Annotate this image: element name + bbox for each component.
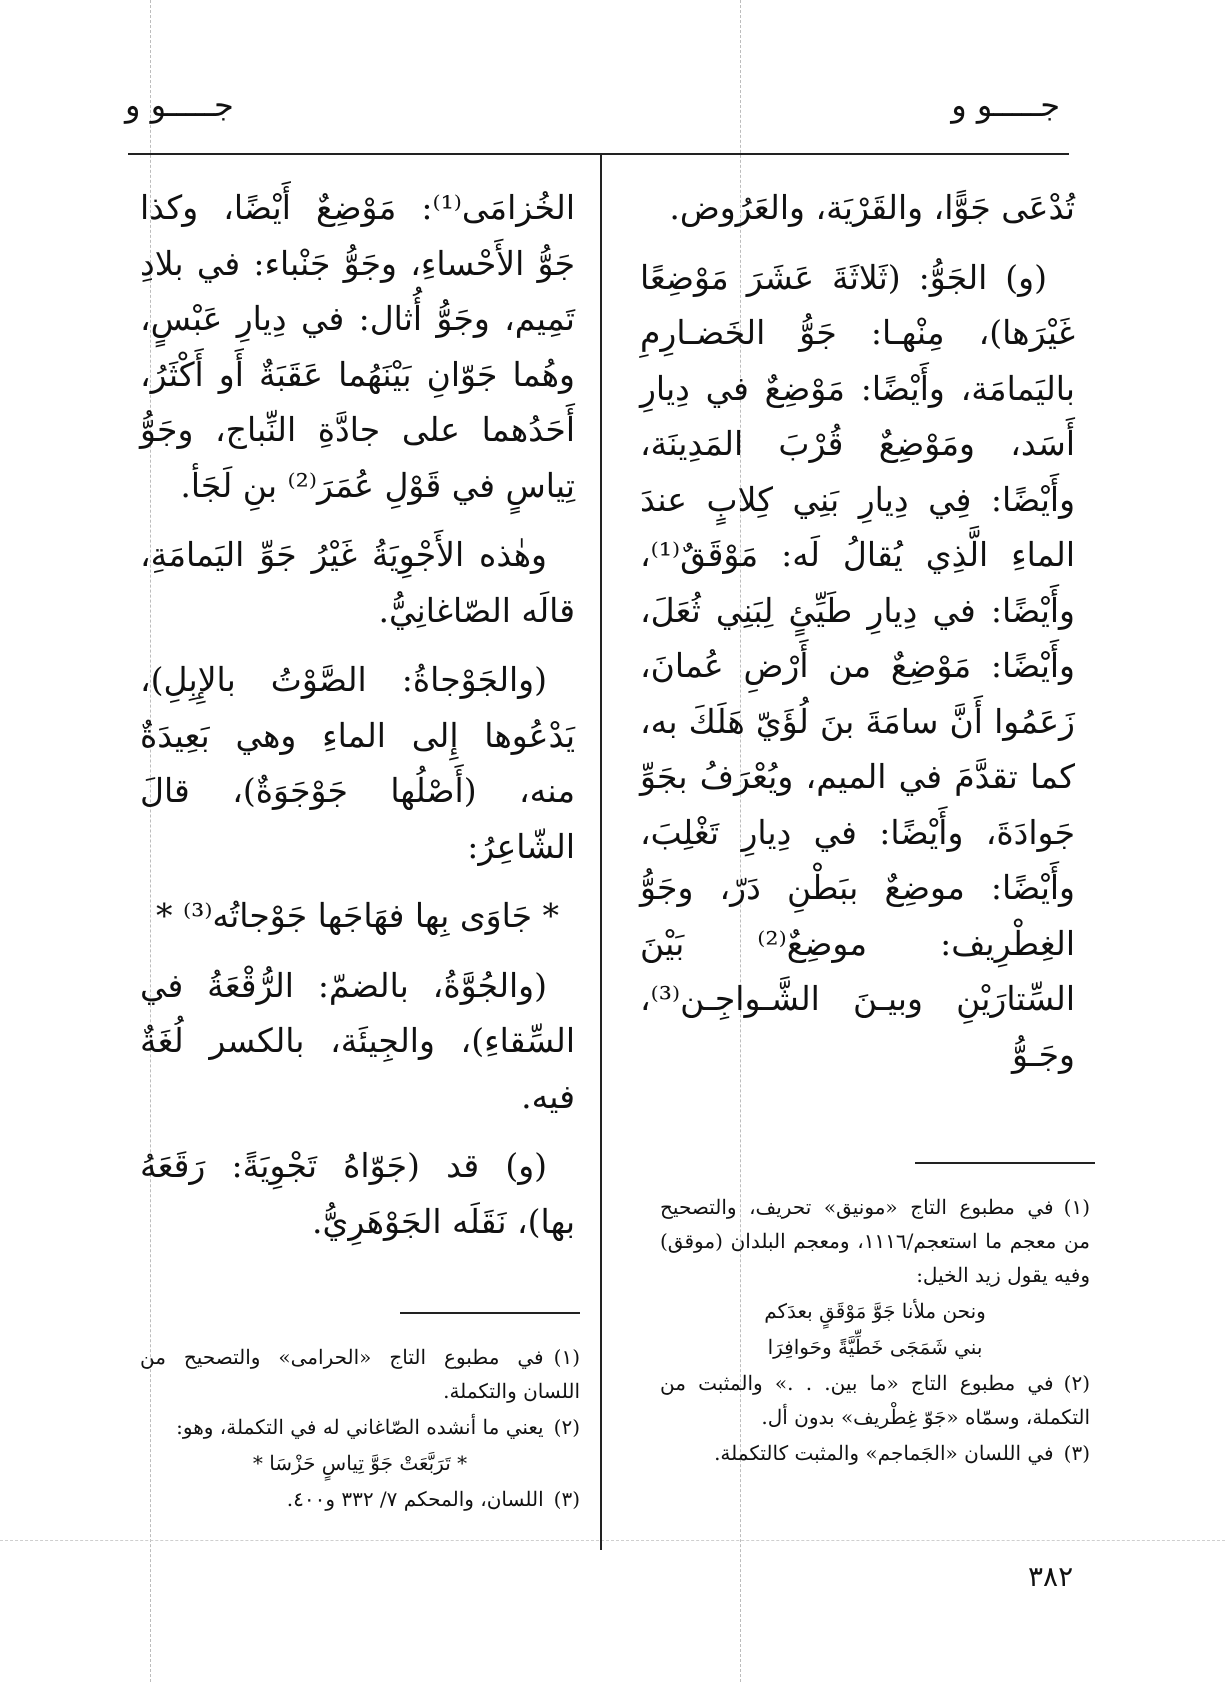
footnote-number: (٢) [553, 1415, 580, 1439]
footnote-number: (٣) [553, 1487, 580, 1511]
footnote-item [660, 1190, 1090, 1292]
footnote-item [660, 1366, 1090, 1434]
footnote-number: (١) [553, 1345, 580, 1369]
header-rule [128, 153, 1069, 155]
footnote-verse: ونحن ملأنا جَوَّ مَوْقَقٍ بعدَكم [764, 1299, 986, 1323]
right-column [640, 180, 1075, 1096]
verse-line: * جَاوَى بِها فهَاجَها جَوْجاتُه⁽³⁾ * [155, 896, 560, 935]
footnote-item [140, 1340, 580, 1408]
footnote-text: في مطبوع التاج «الحرامى» والتصحيح من اللسان والتكملة. [140, 1345, 580, 1403]
footnote-verse: * تَرَبَّعَتْ جَوَّ تِياسٍ حَزْسَا * [252, 1451, 468, 1475]
footnote-rule-right [915, 1162, 1095, 1164]
right-footnotes [660, 1190, 1090, 1472]
right-paragraph: (و) الجَوُّ: (ثَلاثَةَ عَشَرَ مَوْضِعًا غَيْرَها)، مِنْهـا: جَوُّ الخَضـارِمِ باليَمامَة، وأَيْضًا: مَوْضِعٌ في دِيارِ أَسَد، ومَوْضِعٌ قُرْبَ المَدِينَة، وأَيْضًا: فِي دِيارِ بَنِي كِلابٍ عندَ الماءِ الَّذِي يُقالُ لَه: مَوْقَقٌ⁽¹⁾، وأَيْضًا: في دِيارِ طَيِّئٍ لِبَنِي ثُعَلَ، وأَيْضًا: مَوْضِعٌ من أَرْضِ عُمانَ، زَعَمُوا أَنَّ سامَةَ بنَ لُؤَيّ هَلَكَ به، كما تقدَّمَ في الميم، ويُعْرَفُ بجَوِّ جَوادَةَ، وأَيْضًا: في دِيارِ تَغْلِبَ، وأَيْضًا: موضِعٌ ببَطْنِ دَرّ، وجَوُّ الغِطْرِيف: موضِعٌ⁽²⁾ بَيْنَ السِّتارَيْنِ وبيـنَ الشَّـواجِـن⁽³⁾، وجَـوُّ [640, 257, 1075, 1074]
footnote-number: (٢) [1063, 1371, 1090, 1395]
left-paragraph: (والجُوَّةُ، بالضمّ: الرُّقْعَةُ في السِّقاءِ)، والجِيئَة، بالكسر لُغَةٌ فيه. [140, 965, 575, 1116]
footnote-number: (١) [1063, 1195, 1090, 1219]
footnote-item [140, 1410, 580, 1444]
scan-guide-line [0, 1540, 1225, 1541]
left-paragraph: (والجَوْجاةُ: الصَّوْتُ بالإِبِلِ)، يَدْعُوها إِلى الماءِ وهي بَعِيدَةٌ منه، (أَصْلُها جَوْجَوَةٌ)، قالَ الشّاعِرُ: [140, 660, 575, 866]
footnote-text: يعني ما أنشده الصّاغاني له في التكملة، وهو: [176, 1415, 544, 1439]
footnote-rule-left [400, 1312, 580, 1314]
header-root-left: جـــــو و [125, 86, 234, 124]
footnote-text: في مطبوع التاج «مونيق» تحريف، والتصحيح من معجم ما استعجم/١١١٦، ومعجم البلدان (موقق) وفيه يقول زيد الخيل: [660, 1195, 1090, 1287]
right-paragraph: تُدْعَى جَوًّا، والقَرْيَة، والعَرُوض. [669, 188, 1075, 227]
footnote-number: (٣) [1063, 1441, 1090, 1465]
page-number: ٣٨٢ [1028, 1560, 1074, 1593]
footnote-item [140, 1482, 580, 1516]
left-footnotes [140, 1340, 580, 1518]
header-root-right: جـــــو و [951, 86, 1060, 124]
left-column [140, 180, 575, 1263]
footnote-item [660, 1436, 1090, 1470]
left-paragraph: الخُزامَى⁽¹⁾: مَوْضِعٌ أَيْضًا، وكذا جَوُّ الأَحْساءِ، وجَوُّ جَنْباء: في بلادِ تَمِيم، وجَوُّ أُثال: في دِيارِ عَبْسٍ، وهُما جَوّانِ بَيْنَهُما عَقَبَةٌ أَو أَكْثَرُ، أَحَدُهما على جادَّةِ النِّباج، وجَوُّ تِياسٍ في قَوْلِ عُمَرَ⁽²⁾ بنِ لَجَأ. [140, 188, 575, 505]
left-paragraph: (و) قد (جَوّاهُ تَجْوِيَةً: رَقَعَهُ بها)، نَقَلَه الجَوْهَرِيُّ. [140, 1146, 575, 1241]
footnote-text: اللسان، والمحكم ٧/ ٣٣٢ و٤٠٠. [286, 1487, 544, 1511]
footnote-text: في اللسان «الجَماجم» والمثبت كالتكملة. [714, 1441, 1054, 1465]
left-paragraph: وهٰذه الأَجْوِيَةُ غَيْرُ جَوِّ اليَمامَةِ، قالَه الصّاغانِيُّ. [140, 535, 575, 630]
footnote-verse: بني شَمَجَى خَطِّيَّةً وحَوافِرَا [767, 1335, 983, 1359]
footnote-text: في مطبوع التاج «ما بين. . .» والمثبت من التكملة، وسمّاه «جَوّ غِطْريف» بدون أل. [660, 1371, 1090, 1429]
column-separator [600, 155, 602, 1550]
